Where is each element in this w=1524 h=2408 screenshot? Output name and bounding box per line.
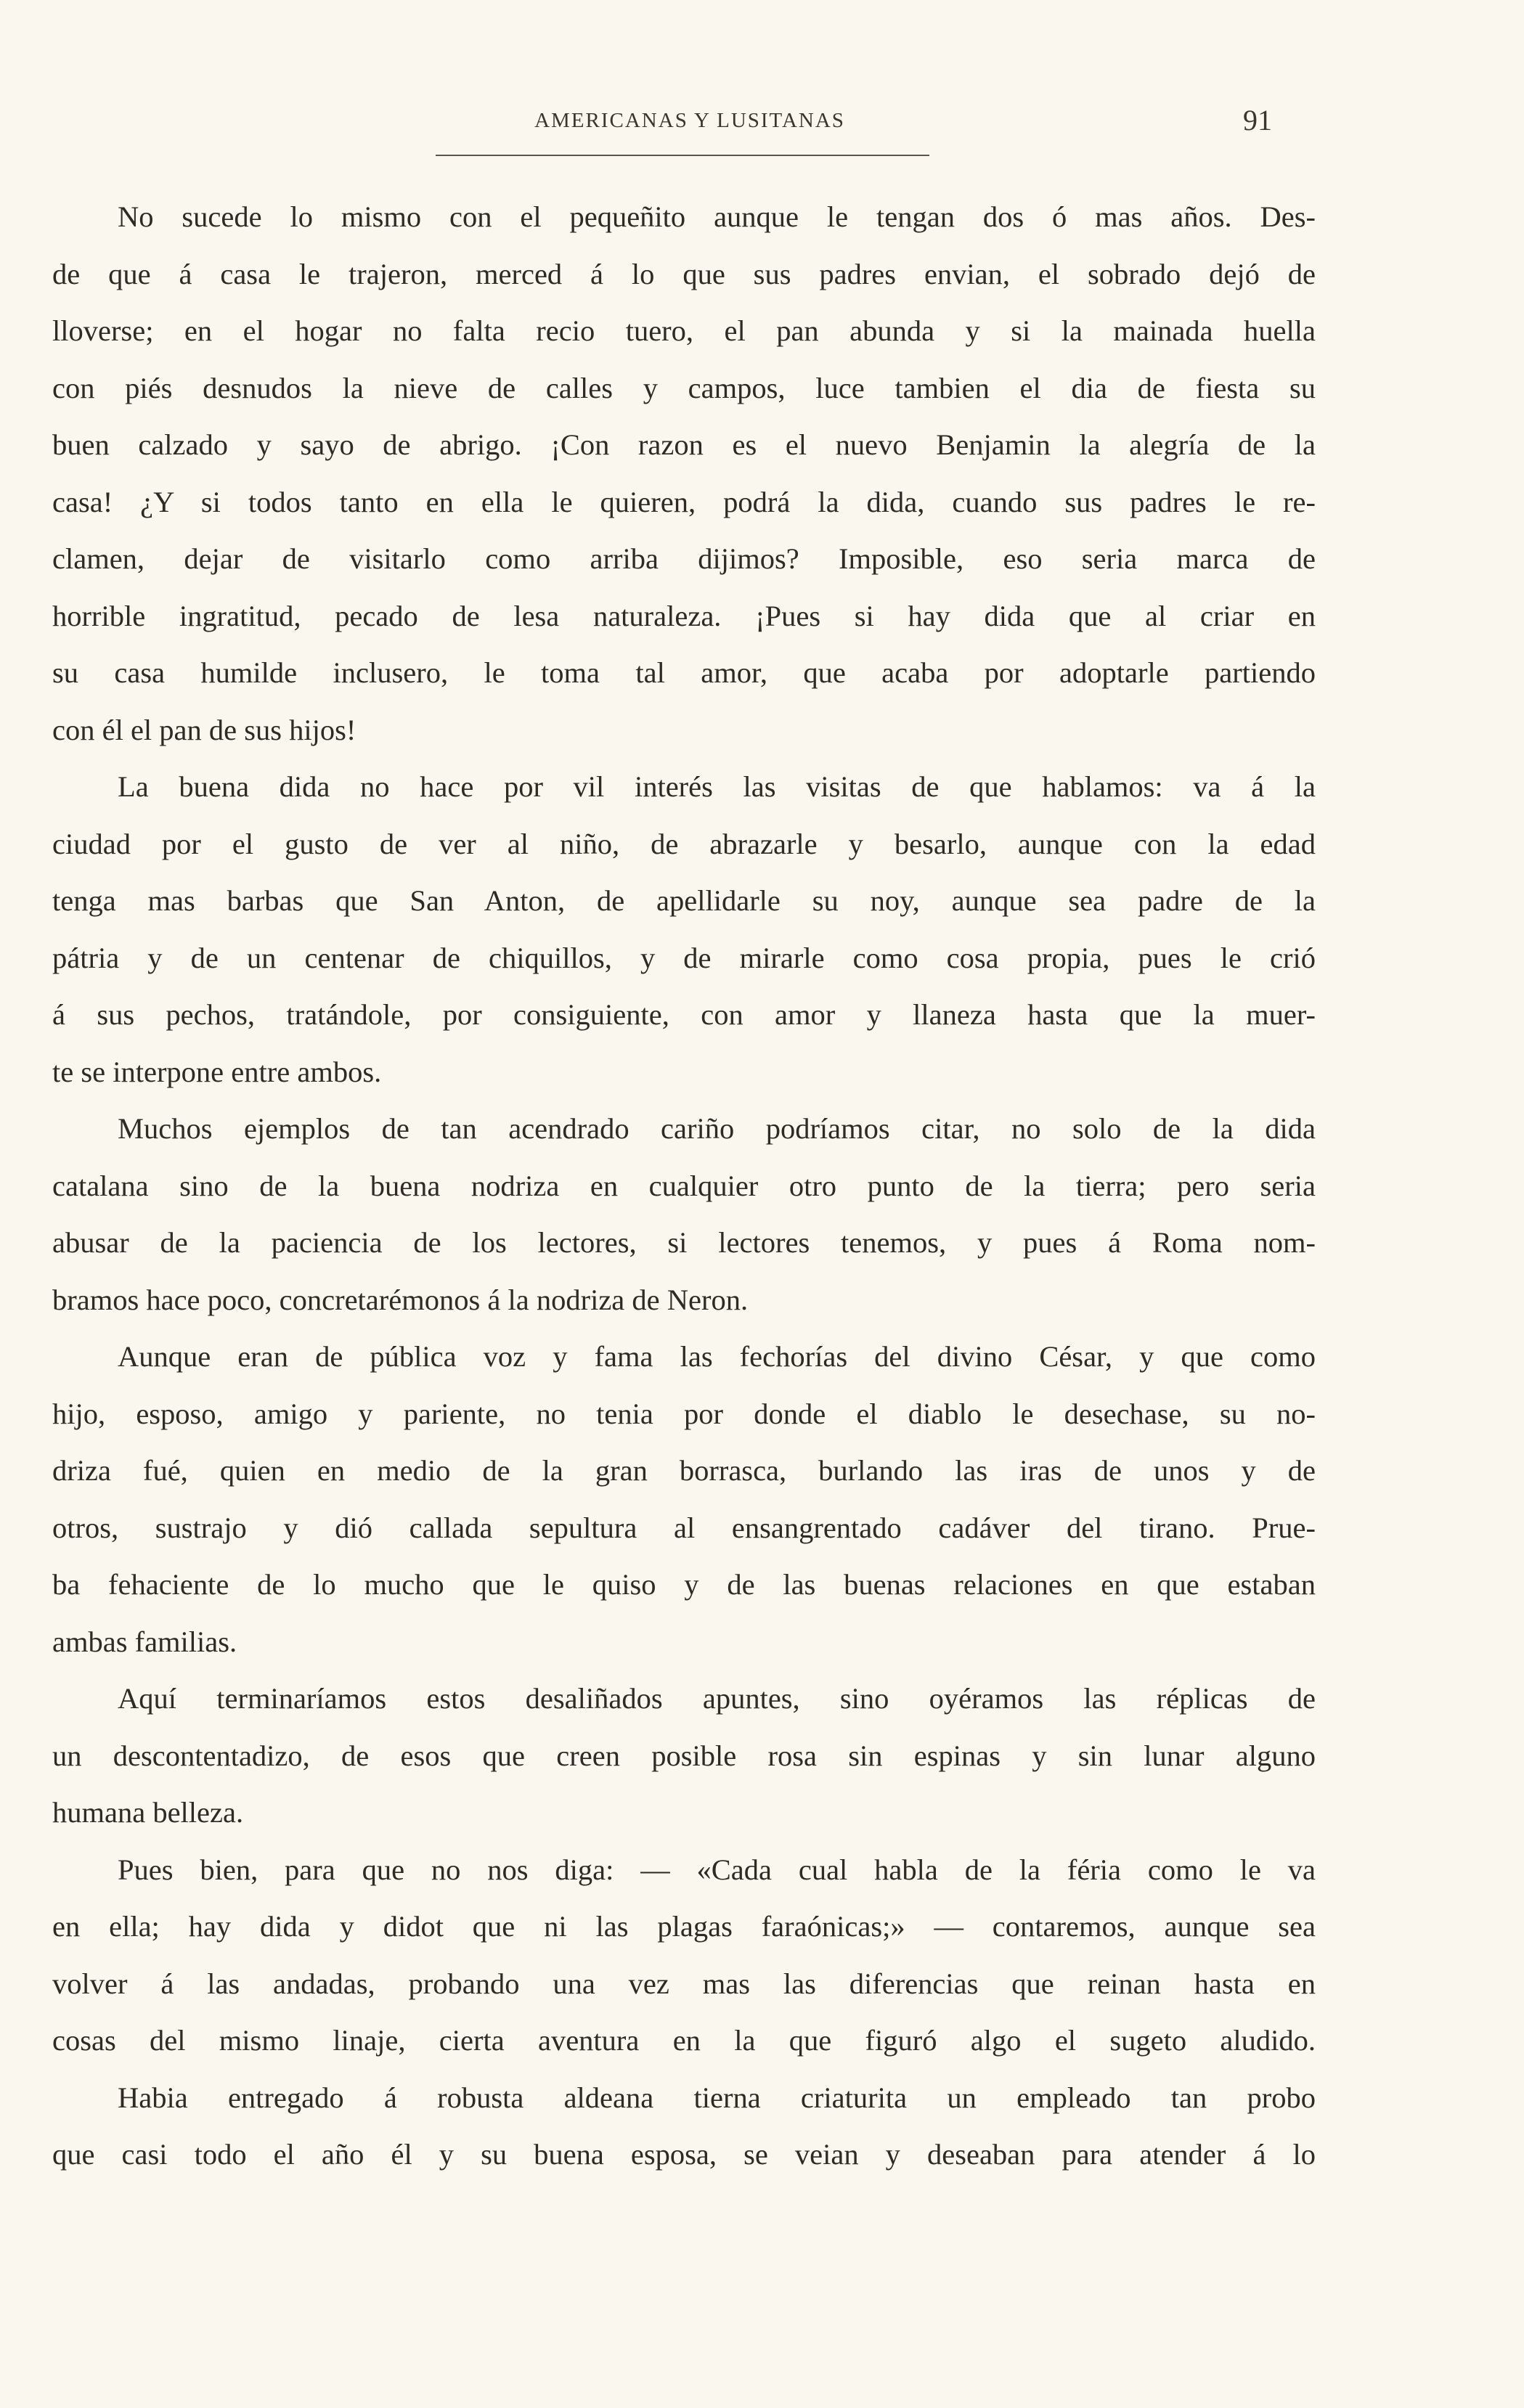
text-line: su casa humilde inclusero, le toma tal amor, que acaba por adoptarle partiendo <box>52 656 1316 689</box>
text-line: Aquí terminaríamos estos desaliñados apuntes, sino oyéramos las réplicas de <box>118 1682 1316 1715</box>
text-line: que casi todo el año él y su buena esposa, se veian y deseaban para atender á lo <box>52 2138 1316 2171</box>
text-line: con él el pan de sus hijos! <box>52 713 356 746</box>
text-line: tenga mas barbas que San Anton, de apellidarle su noy, aunque sea padre de la <box>52 884 1316 917</box>
text-line: casa! ¿Y si todos tanto en ella le quieren, podrá la dida, cuando sus padres le re- <box>52 485 1316 518</box>
text-line: á sus pechos, tratándole, por consiguiente, con amor y llaneza hasta que la muer- <box>52 998 1316 1031</box>
text-line: clamen, dejar de visitarlo como arriba dijimos? Imposible, eso seria marca de <box>52 542 1316 575</box>
text-line: ambas familias. <box>52 1625 237 1658</box>
text-line: de que á casa le trajeron, merced á lo que sus padres envian, el sobrado dejó de <box>52 257 1316 290</box>
text-line: cosas del mismo linaje, cierta aventura en la que figuró algo el sugeto aludido. <box>52 2024 1316 2057</box>
text-line: driza fué, quien en medio de la gran borrasca, burlando las iras de unos y de <box>52 1454 1316 1487</box>
text-line: hijo, esposo, amigo y pariente, no tenia por donde el diablo le desechase, su no- <box>52 1397 1316 1430</box>
text-line: pátria y de un centenar de chiquillos, y de mirarle como cosa propia, pues le crió <box>52 941 1316 974</box>
text-line: No sucede lo mismo con el pequeñito aunque le tengan dos ó mas años. Des- <box>118 200 1316 233</box>
text-line: La buena dida no hace por vil interés las visitas de que hablamos: va á la <box>118 770 1316 803</box>
header-rule <box>436 155 929 156</box>
page-number: 91 <box>1243 104 1272 136</box>
text-line: horrible ingratitud, pecado de lesa naturaleza. ¡Pues si hay dida que al criar en <box>52 599 1316 632</box>
text-line: en ella; hay dida y didot que ni las plagas faraónicas;» — contaremos, aunque sea <box>52 1910 1316 1943</box>
text-line: Habia entregado á robusta aldeana tierna criaturita un empleado tan probo <box>118 2081 1316 2114</box>
text-line: te se interpone entre ambos. <box>52 1055 382 1088</box>
text-line: Aunque eran de pública voz y fama las fechorías del divino César, y que como <box>118 1340 1316 1373</box>
text-line: un descontentadizo, de esos que creen posible rosa sin espinas y sin lunar alguno <box>52 1739 1316 1772</box>
text-line: bramos hace poco, concretarémonos á la nodriza de Neron. <box>52 1283 749 1316</box>
text-line: buen calzado y sayo de abrigo. ¡Con razon es el nuevo Benjamin la alegría de la <box>52 428 1316 461</box>
text-line: ciudad por el gusto de ver al niño, de abrazarle y besarlo, aunque con la edad <box>52 827 1316 860</box>
text-line: lloverse; en el hogar no falta recio tuero, el pan abunda y si la mainada huella <box>52 314 1316 347</box>
text-line: otros, sustrajo y dió callada sepultura al ensangrentado cadáver del tirano. Prue- <box>52 1511 1316 1544</box>
text-line: abusar de la paciencia de los lectores, si lectores tenemos, y pues á Roma nom- <box>52 1226 1316 1259</box>
running-header-title: AMERICANAS Y LUSITANAS <box>534 109 845 132</box>
text-line: ba fehaciente de lo mucho que le quiso y de las buenas relaciones en que estaban <box>52 1568 1316 1601</box>
text-line: con piés desnudos la nieve de calles y campos, luce tambien el dia de fiesta su <box>52 371 1316 404</box>
text-line: catalana sino de la buena nodriza en cualquier otro punto de la tierra; pero seria <box>52 1169 1316 1202</box>
text-line: Muchos ejemplos de tan acendrado cariño podríamos citar, no solo de la dida <box>118 1112 1316 1145</box>
text-line: humana belleza. <box>52 1796 244 1829</box>
body-text <box>52 189 1316 2184</box>
text-line: volver á las andadas, probando una vez mas las diferencias que reinan hasta en <box>52 1967 1316 2000</box>
text-line: Pues bien, para que no nos diga: — «Cada cual habla de la féria como le va <box>118 1853 1316 1886</box>
